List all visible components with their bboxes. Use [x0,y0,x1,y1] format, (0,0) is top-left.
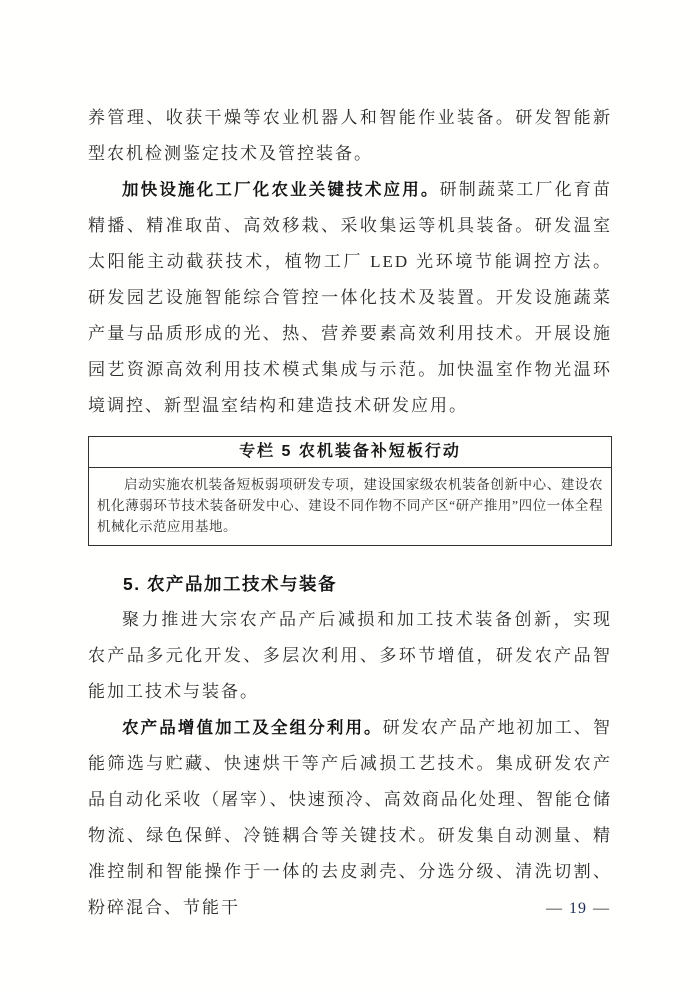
paragraph-lead-bold: 加快设施化工厂化农业关键技术应用。 [122,181,440,199]
callout-box-body: 启动实施农机装备短板弱项研发专项，建设国家级农机装备创新中心、建设农机化薄弱环节技术装备研发中心、建设不同作物不同产区“研产推用”四位一体全程机械化示范应用基地。 [97,477,603,534]
section-heading-5: 5. 农产品加工技术与装备 [123,574,337,594]
paragraph-body-text: 研发农产品产地初加工、智能筛选与贮藏、快速烘干等产后减损工艺技术。集成研发农产品自动化采收（屠宰）、快速预冷、高效商品化处理、智能仓储物流、绿色保鲜、冷链耦合等关键技术。研发集自动测量、精准控制和智能操作于一体的去皮剥壳、分选分级、清洗切割、粉碎混合、节能干 [88,718,613,917]
page-number-dash-left: — [546,900,563,917]
page-content [88,100,612,926]
paragraph-body-text: 研制蔬菜工厂化育苗精播、精准取苗、高效移栽、采收集运等机具装备。研发温室太阳能主动截获技术，植物工厂 LED 光环境节能调控方法。研发园艺设施智能综合管控一体化技术及装置。开发设施蔬菜产量与品质形成的光、热、营养要素高效利用技术。开展设施园艺资源高效利用技术模式集成与示范。加快温室作物光温环境调控、新型温室结构和建造技术研发应用。 [88,180,613,415]
page-number-dash-right: — [593,900,610,917]
callout-box-title: 专栏 5 农机装备补短板行动 [89,437,611,468]
page-number [540,900,616,918]
paragraph-value-added-processing [88,710,612,926]
paragraph-facility-agriculture [88,172,612,424]
page-number-value: 19 [569,900,587,917]
callout-box-column5 [88,436,612,546]
paragraph-section5-intro: 聚力推进大宗农产品产后减损和加工技术装备创新，实现农产品多元化开发、多层次利用、多环节增值，研发农产品智能加工技术与装备。 [88,610,612,701]
paragraph-lead-bold: 农产品增值加工及全组分利用。 [122,719,383,737]
paragraph-continued: 养管理、收获干燥等农业机器人和智能作业装备。研发智能新型农机检测鉴定技术及管控装备。 [88,108,612,163]
